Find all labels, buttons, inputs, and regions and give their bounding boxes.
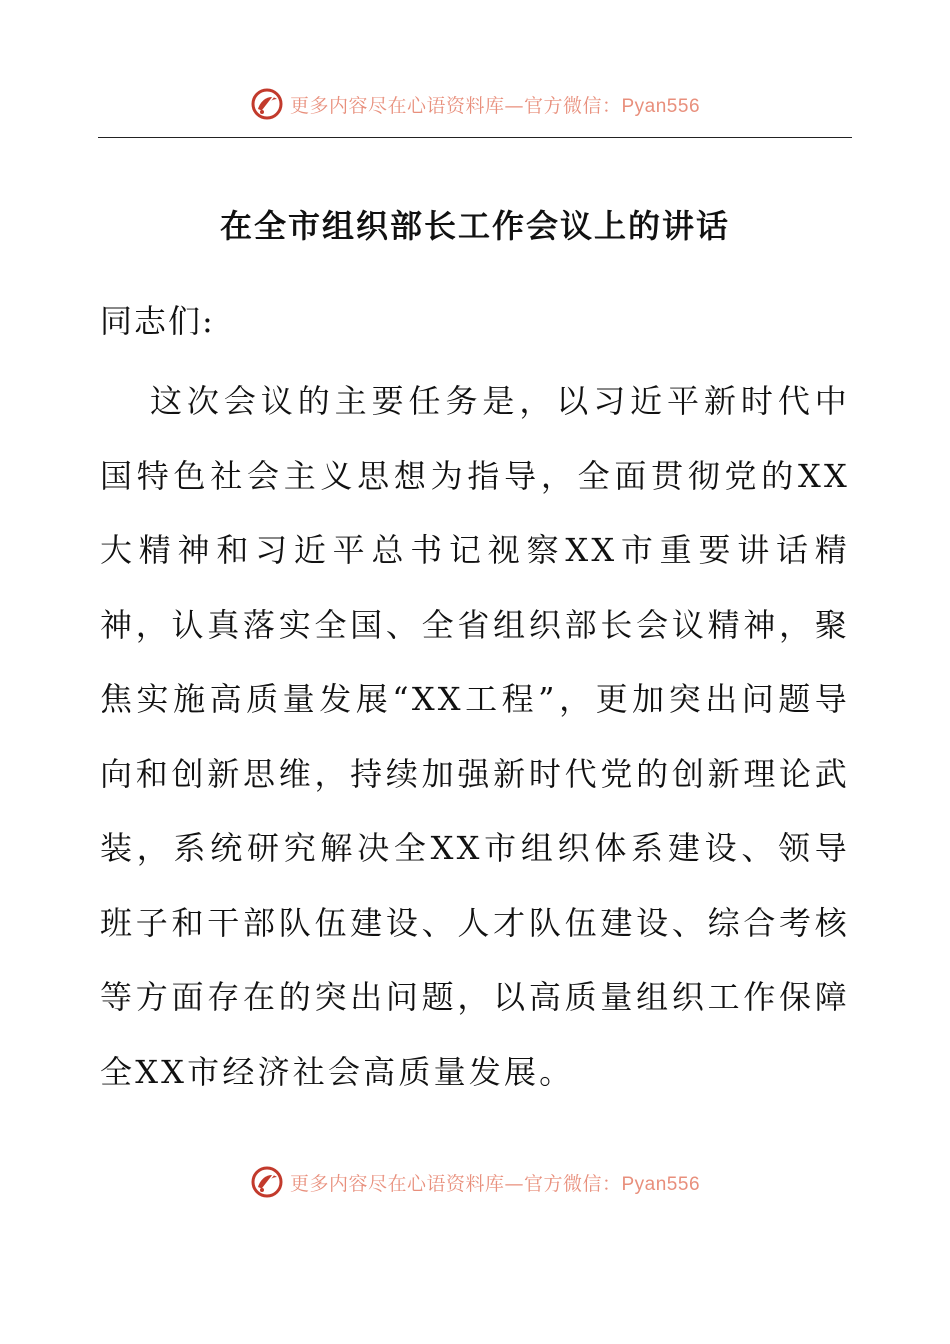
watermark-brand: [250, 87, 700, 121]
page-header: [0, 84, 950, 124]
watermark-text: 更多内容尽在心语资料库—官方微信：Pyan556: [289, 1172, 701, 1195]
document-title: 在全市组织部长工作会议上的讲话: [219, 207, 730, 245]
body-paragraph: 这次会议的主要任务是，以习近平新时代中国特色社会主义思想为指导，全面贯彻党的XX大精神和习近平总书记视察XX市重要讲话精神，认真落实全国、全省组织部长会议精神，聚焦实施高质量发展“XX工程”，更加突出问题导向和创新思维，持续加强新时代党的创新理论武装，系统研究解决全XX市组织体系建设、领导班子和干部队伍建设、人才队伍建设、综合考核等方面存在的突出问题，以高质量组织工作保障全XX市经济社会高质量发展。: [100, 382, 850, 1091]
watermark-brand: [250, 1165, 700, 1199]
pen-swirl-logo-icon: [250, 1165, 284, 1199]
pen-swirl-logo-icon: [250, 87, 284, 121]
wechat-id: Pyan556: [621, 1173, 701, 1195]
wechat-id: Pyan556: [621, 95, 701, 117]
header-divider: [98, 137, 852, 138]
page-footer: [0, 1162, 950, 1202]
salutation: 同志们:: [100, 302, 215, 340]
watermark-text: 更多内容尽在心语资料库—官方微信：Pyan556: [289, 94, 701, 117]
